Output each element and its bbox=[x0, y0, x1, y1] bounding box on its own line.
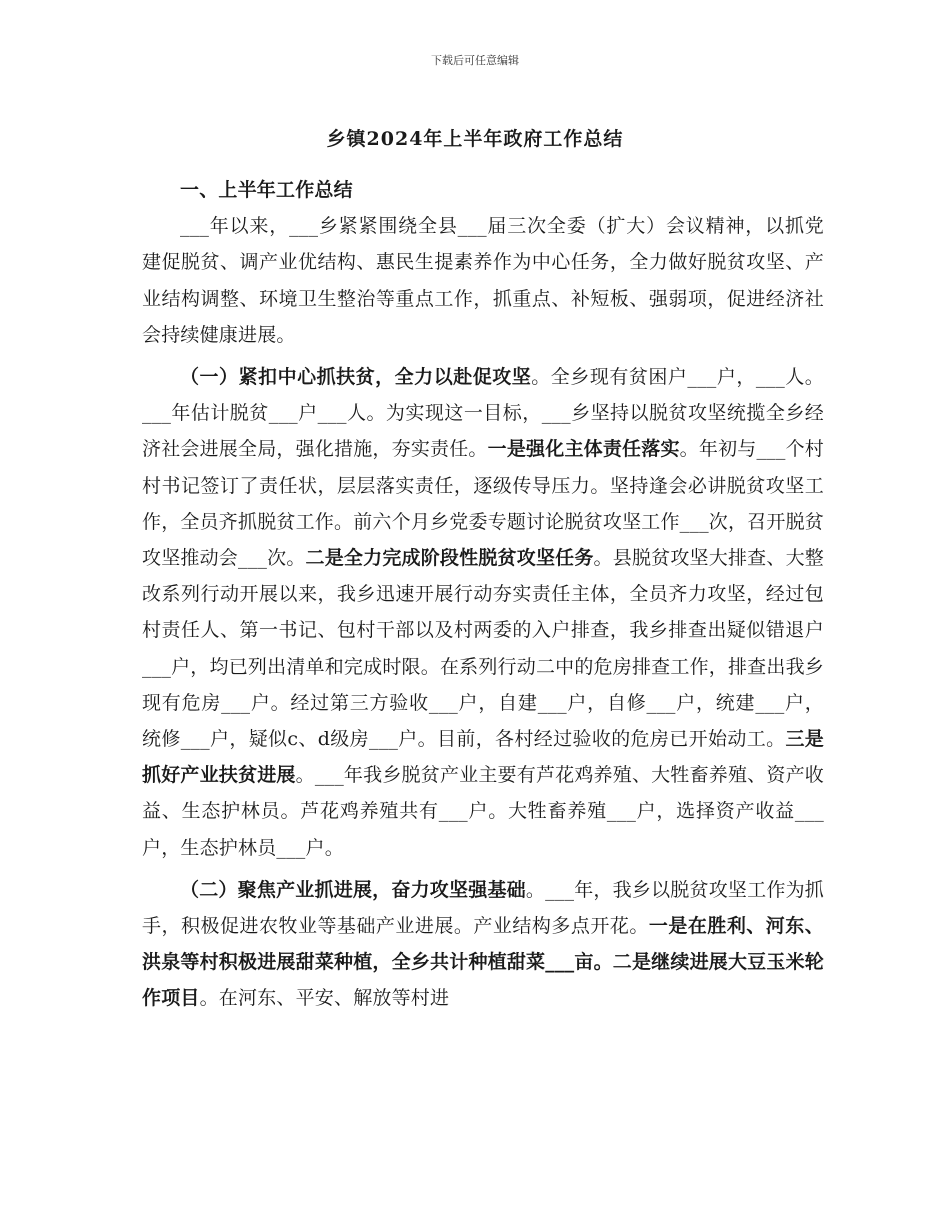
text: 。___年我乡脱贫产业主要有芦花鸡养殖、大牲畜养殖、资产收益、生态护林员。芦花鸡养殖共有___户。大牲畜养殖___户，选择资产收益___户，生态护林员___户。 bbox=[142, 764, 824, 859]
text: 。全乡现有贫困户___户，___人。___年估计脱贫___户___人。为实现这一目标，___乡坚持以脱贫攻坚统揽全乡经济社会进展全局，强化措施，夯实责任。 bbox=[142, 366, 824, 461]
subheading-poverty: （一）紧扣中心抓扶贫，全力以赴促攻坚 bbox=[180, 366, 532, 389]
paragraph-industry bbox=[142, 872, 824, 1017]
point-two: 二是全力完成阶段性脱贫攻坚任务 bbox=[305, 547, 594, 570]
paragraph-intro: ___年以来，___乡紧紧围绕全县___届三次全委（扩大）会议精神，以抓党建促脱贫、调产业优结构、惠民生提素养作为中心任务，全力做好脱贫攻坚、产业结构调整、环境卫生整治等重点工作，抓重点、补短板、强弱项，促进经济社会持续健康进展。 bbox=[142, 215, 824, 346]
text: 。___年，我乡以脱贫攻坚工作为抓手，积极促进农牧业等基础产业进展。产业结构多点开花。 bbox=[142, 878, 824, 938]
section-heading: 一、上半年工作总结 bbox=[180, 179, 353, 201]
document-title: 乡镇2024年上半年政府工作总结 bbox=[326, 128, 624, 150]
header-note: 下载后可任意编辑 bbox=[431, 54, 519, 67]
text: 。在河东、平安、解放等村进 bbox=[199, 987, 450, 1010]
point-three: 三是抓好产业扶贫进展 bbox=[142, 728, 824, 787]
point-one: 一是强化主体责任落实 bbox=[487, 438, 680, 461]
subheading-industry: （二）聚焦产业抓进展，奋力攻坚强基础 bbox=[180, 878, 526, 901]
text: 。县脱贫攻坚大排查、大整改系列行动开展以来，我乡迅速开展行动夯实责任主体，全员齐力攻坚，经过包村责任人、第一书记、包村干部以及村两委的入户排查，我乡排查出疑似错退户___户，均已列出清单和完成时限。在系列行动二中的危房排查工作，排查出我乡现有危房___户。经过第三方验收___户，自建___户，自修___户，统建___户，统修___户，疑似c、d级房___户。目前，各村经过验收的危房已开始动工。 bbox=[142, 547, 824, 751]
industry-points: 一是在胜利、河东、洪泉等村积极进展甜菜种植，全乡共计种植甜菜___亩。二是继续进展大豆玉米轮作项目 bbox=[142, 915, 824, 1010]
text: 。年初与___个村村书记签订了责任状，层层落实责任，逐级传导压力。坚持逢会必讲脱贫攻坚工作，全员齐抓脱贫工作。前六个月乡党委专题讨论脱贫攻坚工作___次，召开脱贫攻坚推动会___次。 bbox=[142, 438, 824, 570]
document-body bbox=[142, 172, 824, 1017]
paragraph-poverty bbox=[142, 359, 824, 866]
